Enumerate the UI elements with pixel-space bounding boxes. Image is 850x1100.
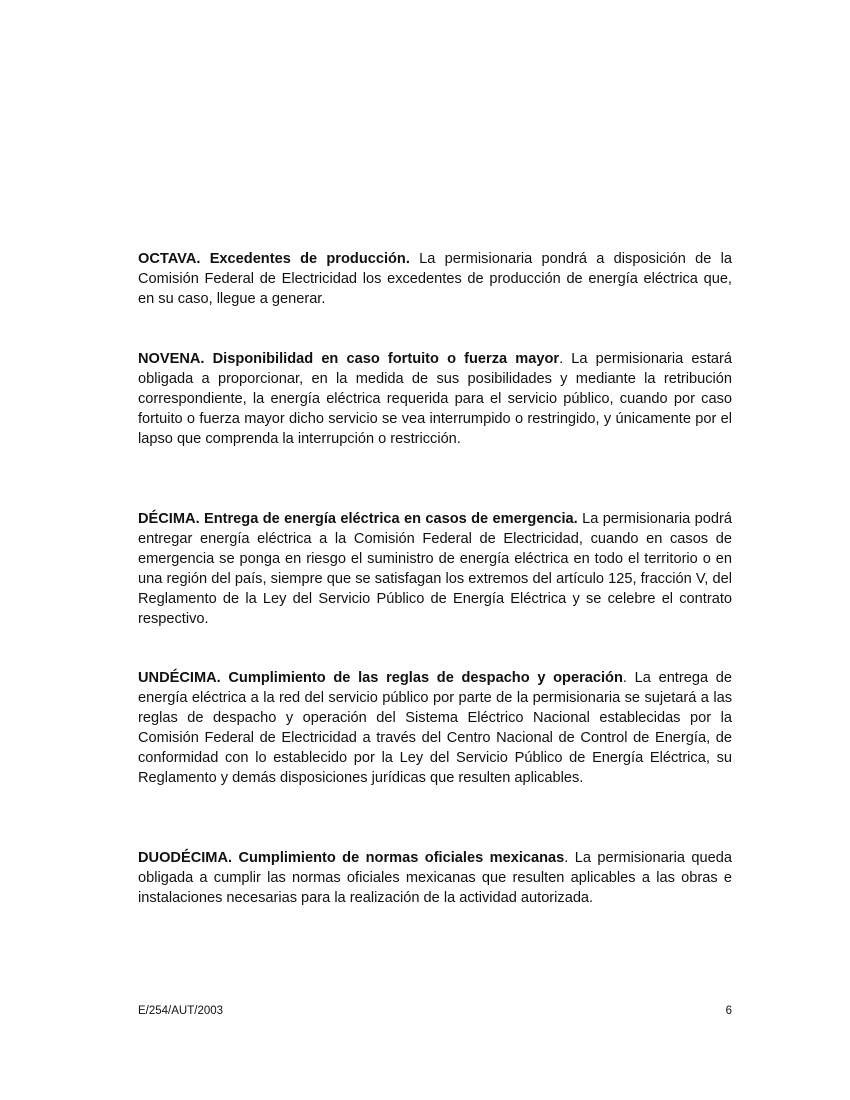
clause-heading: NOVENA. Disponibilidad en caso fortuito o fuerza mayor	[138, 351, 560, 367]
clause-novena	[138, 349, 732, 449]
clause-duodecima	[138, 848, 732, 908]
clause-heading: UNDÉCIMA. Cumplimiento de las reglas de despacho y operación	[138, 670, 623, 686]
clause-heading: DÉCIMA. Entrega de energía eléctrica en casos de emergencia.	[138, 511, 578, 527]
footer-page-number: 6	[725, 1005, 732, 1017]
clause-heading: DUODÉCIMA. Cumplimiento de normas oficiales mexicanas	[138, 850, 565, 866]
clause-heading: OCTAVA. Excedentes de producción.	[138, 251, 410, 267]
clause-body: La permisionaria podrá entregar energía eléctrica a la Comisión Federal de Electricidad, cuando en casos de emergencia se ponga en riesgo el suministro de energía eléctrica en todo el territorio o en una región del país, siempre que se satisfagan los extremos del artículo 125, fracción V, del Reglamento de la Ley del Servicio Público de Energía Eléctrica y se celebre el contrato respectivo.	[138, 511, 732, 627]
clause-body: La permisionaria pondrá a disposición de la Comisión Federal de Electricidad los excedentes de producción de energía eléctrica que, en su caso, llegue a generar.	[138, 251, 732, 307]
footer-document-id: E/254/AUT/2003	[138, 1005, 224, 1017]
clause-body: . La permisionaria estará obligada a proporcionar, en la medida de sus posibilidades y mediante la retribución correspondiente, la energía eléctrica requerida para el servicio público, cuando por caso fortuito o fuerza mayor dicho servicio se vea interrumpido o restringido, y únicamente por el lapso que comprenda la interrupción o restricción.	[138, 351, 732, 447]
clause-decima	[138, 509, 732, 629]
clause-octava	[138, 249, 732, 309]
clause-undecima	[138, 668, 732, 788]
clause-body: . La entrega de energía eléctrica a la red del servicio público por parte de la permisionaria se sujetará a las reglas de despacho y operación del Sistema Eléctrico Nacional establecidas por la Comisión Federal de Electricidad a través del Centro Nacional de Control de Energía, de conformidad con lo establecido por la Ley del Servicio Público de Energía Eléctrica, su Reglamento y demás disposiciones jurídicas que resulten aplicables.	[138, 670, 732, 786]
clause-body: . La permisionaria queda obligada a cumplir las normas oficiales mexicanas que resulten aplicables a las obras e instalaciones necesarias para la realización de la actividad autorizada.	[138, 850, 732, 906]
